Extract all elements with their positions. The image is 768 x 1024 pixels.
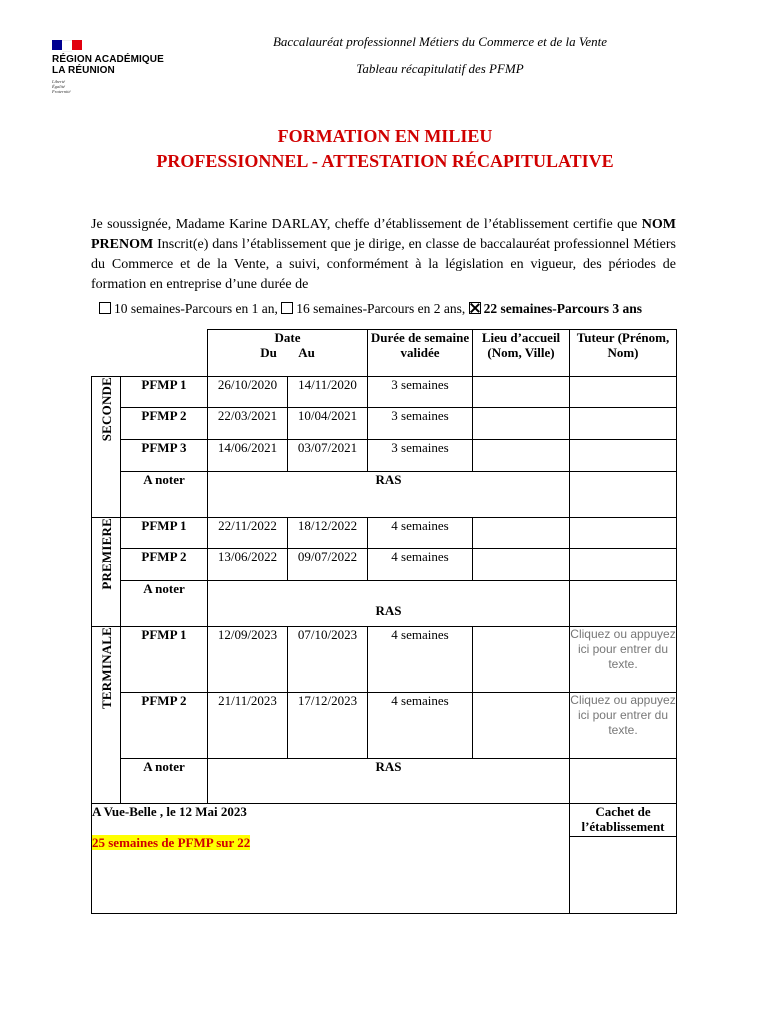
- tuteur-cell[interactable]: [570, 440, 677, 472]
- logo: [52, 40, 192, 94]
- lieu-cell[interactable]: [473, 693, 570, 759]
- note-label: A noter: [121, 581, 208, 627]
- student-name: NOM PRENOM: [91, 217, 676, 252]
- section-label-terminale: TERMINALE: [92, 627, 121, 804]
- table-row: PFMP 2 21/11/2023 17/12/2023 4 semaines Cliquez ou appuyez ici pour entrer du texte.: [92, 693, 677, 759]
- table-row: PFMP 3 14/06/2021 03/07/2021 3 semaines: [92, 440, 677, 472]
- checkbox-22-semaines[interactable]: [469, 302, 481, 314]
- table-row: SECONDE PFMP 1 26/10/2020 14/11/2020 3 semaines: [92, 377, 677, 408]
- highlight-note: 25 semaines de PFMP sur 22: [92, 835, 251, 850]
- checkbox-10-semaines[interactable]: [99, 302, 111, 314]
- note-label: A noter: [121, 759, 208, 804]
- table-row: PFMP 2 13/06/2022 09/07/2022 4 semaines: [92, 549, 677, 581]
- header-tuteur: Tuteur (Prénom, Nom): [570, 330, 677, 377]
- table-row: PFMP 2 22/03/2021 10/04/2021 3 semaines: [92, 408, 677, 440]
- note-extra-cell[interactable]: [570, 472, 677, 518]
- tuteur-cell[interactable]: [570, 408, 677, 440]
- tuteur-cell[interactable]: [570, 377, 677, 408]
- duration-options: [99, 301, 642, 317]
- section-label-premiere: PREMIERE: [92, 518, 121, 627]
- option-label: 10 semaines-Parcours en 1 an,: [114, 301, 278, 316]
- table-header-row: [92, 330, 677, 377]
- section-label-seconde: SECONDE: [92, 377, 121, 518]
- header-line-2: Tableau récapitulatif des PFMP: [356, 61, 524, 76]
- cachet-label: Cachet de l’établissement: [570, 804, 677, 837]
- table-row: TERMINALE PFMP 1 12/09/2023 07/10/2023 4 semaines Cliquez ou appuyez ici pour entrer du texte.: [92, 627, 677, 693]
- motto: Liberté Égalité Fraternité: [52, 79, 71, 94]
- french-flag-icon: [52, 40, 82, 50]
- checkbox-16-semaines[interactable]: [281, 302, 293, 314]
- cachet-area[interactable]: [570, 837, 677, 914]
- tuteur-placeholder[interactable]: Cliquez ou appuyez ici pour entrer du texte.: [570, 693, 677, 759]
- header-line-1: Baccalauréat professionnel Métiers du Commerce et de la Vente: [272, 34, 608, 49]
- tuteur-placeholder[interactable]: Cliquez ou appuyez ici pour entrer du texte.: [570, 627, 677, 693]
- note-value[interactable]: RAS: [208, 472, 570, 518]
- table-row: PREMIERE PFMP 1 22/11/2022 18/12/2022 4 semaines: [92, 518, 677, 549]
- place-date: A Vue-Belle , le 12 Mai 2023: [92, 804, 247, 819]
- header-lieu: Lieu d’accueil (Nom, Ville): [473, 330, 570, 377]
- lieu-cell[interactable]: [473, 440, 570, 472]
- option-label: 22 semaines-Parcours 3 ans: [483, 301, 643, 316]
- tuteur-cell[interactable]: [570, 549, 677, 581]
- lieu-cell[interactable]: [473, 408, 570, 440]
- note-row: [92, 581, 677, 627]
- note-extra-cell[interactable]: [570, 581, 677, 627]
- note-value[interactable]: RAS: [208, 759, 570, 804]
- note-row: [92, 472, 677, 518]
- tuteur-cell[interactable]: [570, 518, 677, 549]
- header-date: Date Du Au: [208, 330, 368, 377]
- note-extra-cell[interactable]: [570, 759, 677, 804]
- footer-row: [92, 804, 677, 837]
- intro-paragraph: Je soussignée, Madame Karine DARLAY, cheffe d’établissement de l’établissement certifie que NOM PRENOM Inscrit(e) dans l’établissement que je dirige, en classe de baccalauréat professionnel Métiers du Commerce et de la Vente, a suivi, conformément à la législation en vigueur, des périodes de formation en entreprise d’une durée de: [91, 217, 676, 292]
- document-title: FORMATION EN MILIEU PROFESSIONNEL - ATTESTATION RÉCAPITULATIVE: [156, 126, 614, 171]
- option-label: 16 semaines-Parcours en 2 ans,: [296, 301, 466, 316]
- note-label: A noter: [121, 472, 208, 518]
- footer-left: [92, 804, 570, 914]
- lieu-cell[interactable]: [473, 377, 570, 408]
- note-value[interactable]: RAS: [208, 581, 570, 627]
- lieu-cell[interactable]: [473, 518, 570, 549]
- header-duree: Durée de semaine validée: [368, 330, 473, 377]
- lieu-cell[interactable]: [473, 627, 570, 693]
- lieu-cell[interactable]: [473, 549, 570, 581]
- note-row: [92, 759, 677, 804]
- pfmp-table: [91, 329, 677, 914]
- region-name: RÉGION ACADÉMIQUE LA RÉUNION: [52, 54, 164, 76]
